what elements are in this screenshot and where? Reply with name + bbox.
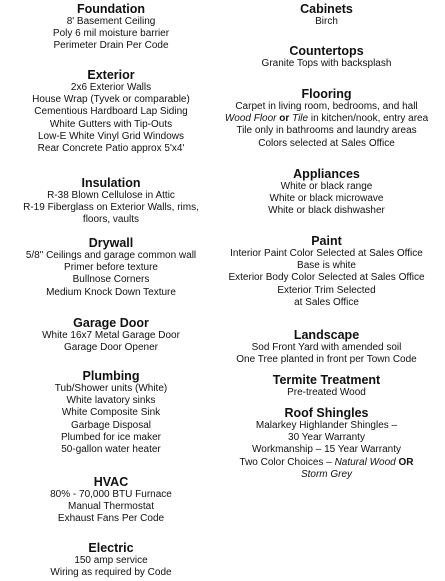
- or-text: OR: [398, 456, 414, 468]
- section-line: White lavatory sinks: [66, 395, 156, 407]
- section-line: Primer before texture: [64, 262, 158, 274]
- section-line: Granite Tops with backsplash: [261, 58, 392, 69]
- section-heading: Plumbing: [82, 369, 140, 383]
- hvac-section: [0, 475, 222, 526]
- section-line: Malarkey Highlander Shingles –: [255, 420, 398, 431]
- wood-floor-text: Wood Floor: [224, 113, 277, 125]
- section-line: Bullnose Corners: [72, 274, 150, 286]
- or-text: or: [276, 113, 293, 125]
- cabinets-section: [208, 2, 445, 28]
- section-heading: HVAC: [93, 475, 129, 489]
- section-heading: Roof Shingles: [284, 406, 369, 420]
- garage-door-section: [0, 316, 222, 354]
- section-line: White Composite Sink: [61, 407, 161, 419]
- section-line: R-19 Fiberglass on Exterior Walls, rims,: [23, 202, 199, 214]
- section-line: White or black range: [280, 181, 373, 192]
- section-line: Garbage Disposal: [70, 419, 152, 431]
- section-line: 80% - 70,000 BTU Furnace: [50, 489, 172, 500]
- foundation-section: [0, 2, 222, 53]
- electric-section: [0, 541, 222, 579]
- section-heading: Insulation: [81, 176, 141, 190]
- section-line: floors, vaults: [82, 214, 140, 226]
- section-line: Birch: [315, 16, 338, 27]
- exterior-section: [0, 68, 222, 155]
- section-heading: Appliances: [293, 167, 360, 181]
- section-heading: Garage Door: [73, 316, 149, 330]
- flooring-section: [208, 87, 445, 150]
- section-line: Interior Paint Color Selected at Sales Office: [230, 248, 423, 259]
- section-line: White 16x7 Metal Garage Door: [42, 330, 180, 341]
- section-line: Cementious Hardboard Lap Siding: [34, 106, 188, 118]
- color-choices-text: Two Color Choices –: [239, 456, 335, 468]
- section-line: Plumbed for ice maker: [60, 431, 162, 443]
- section-heading: Flooring: [301, 87, 352, 101]
- tile-text: Tile: [292, 113, 309, 125]
- flooring-location-text: in kitchen/nook, entry area: [308, 113, 429, 125]
- section-line: Rear Concrete Patio approx 5'x4': [37, 143, 185, 155]
- section-line: 8' Basement Ceiling: [66, 16, 156, 27]
- section-heading: Paint: [311, 234, 342, 248]
- section-heading: Foundation: [76, 2, 146, 16]
- roof-shingles-section: [208, 406, 445, 481]
- paint-section: [208, 234, 445, 309]
- section-line: Poly 6 mil moisture barrier: [52, 28, 170, 40]
- section-line: Colors selected at Sales Office: [258, 137, 395, 149]
- section-line: Garage Door Opener: [64, 342, 158, 354]
- landscape-section: [208, 328, 445, 366]
- section-line: House Wrap (Tyvek or comparable): [32, 94, 190, 106]
- section-heading: Cabinets: [300, 2, 353, 16]
- section-line: Tile only in bathrooms and laundry areas: [236, 125, 417, 137]
- section-line: [208, 113, 445, 125]
- countertops-section: [208, 44, 445, 70]
- storm-grey-text: Storm Grey: [300, 468, 353, 480]
- termite-treatment-section: [208, 373, 445, 399]
- section-heading: Termite Treatment: [272, 373, 381, 387]
- section-line: Exterior Trim Selected: [277, 284, 376, 296]
- section-line: Workmanship – 15 Year Warranty: [252, 444, 401, 456]
- section-line: Carpet in living room, bedrooms, and hall: [235, 101, 418, 112]
- section-line: White or black microwave: [269, 193, 384, 205]
- section-line: 2x6 Exterior Walls: [70, 82, 152, 93]
- drywall-section: [0, 236, 222, 299]
- section-line: Manual Thermostat: [68, 501, 154, 513]
- section-line: 30 Year Warranty: [288, 432, 365, 444]
- insulation-section: [0, 176, 222, 227]
- section-line: Base is white: [297, 260, 356, 272]
- section-line: 50-gallon water heater: [61, 444, 161, 456]
- section-line: 5/8" Ceilings and garage common wall: [25, 250, 197, 261]
- section-heading: Exterior: [87, 68, 135, 82]
- section-heading: Landscape: [293, 328, 360, 342]
- section-line: at Sales Office: [294, 296, 359, 308]
- section-line: Low-E White Vinyl Grid Windows: [38, 130, 184, 142]
- section-line: 150 amp service: [74, 555, 148, 566]
- section-line: Exhaust Fans Per Code: [57, 513, 165, 525]
- section-heading: Drywall: [88, 236, 134, 250]
- section-line: Wiring as required by Code: [50, 567, 172, 579]
- section-line: Exterior Body Color Selected at Sales Office: [228, 272, 425, 284]
- section-line: White Gutters with Tip-Outs: [49, 118, 173, 130]
- section-line: Pre-treated Wood: [287, 387, 366, 398]
- section-line: Tub/Shower units (White): [54, 383, 168, 394]
- section-heading: Electric: [88, 541, 134, 555]
- section-line: White or black dishwasher: [268, 205, 385, 217]
- natural-wood-text: Natural Wood: [334, 456, 396, 468]
- section-line: One Tree planted in front per Town Code: [236, 354, 417, 366]
- section-line: [208, 457, 445, 469]
- section-line: Medium Knock Down Texture: [46, 286, 176, 298]
- section-line: Sod Front Yard with amended soil: [251, 342, 402, 353]
- plumbing-section: [0, 369, 222, 456]
- section-line: R-38 Blown Cellulose in Attic: [47, 190, 175, 201]
- appliances-section: [208, 167, 445, 218]
- section-heading: Countertops: [289, 44, 364, 58]
- section-line: Perimeter Drain Per Code: [53, 40, 169, 52]
